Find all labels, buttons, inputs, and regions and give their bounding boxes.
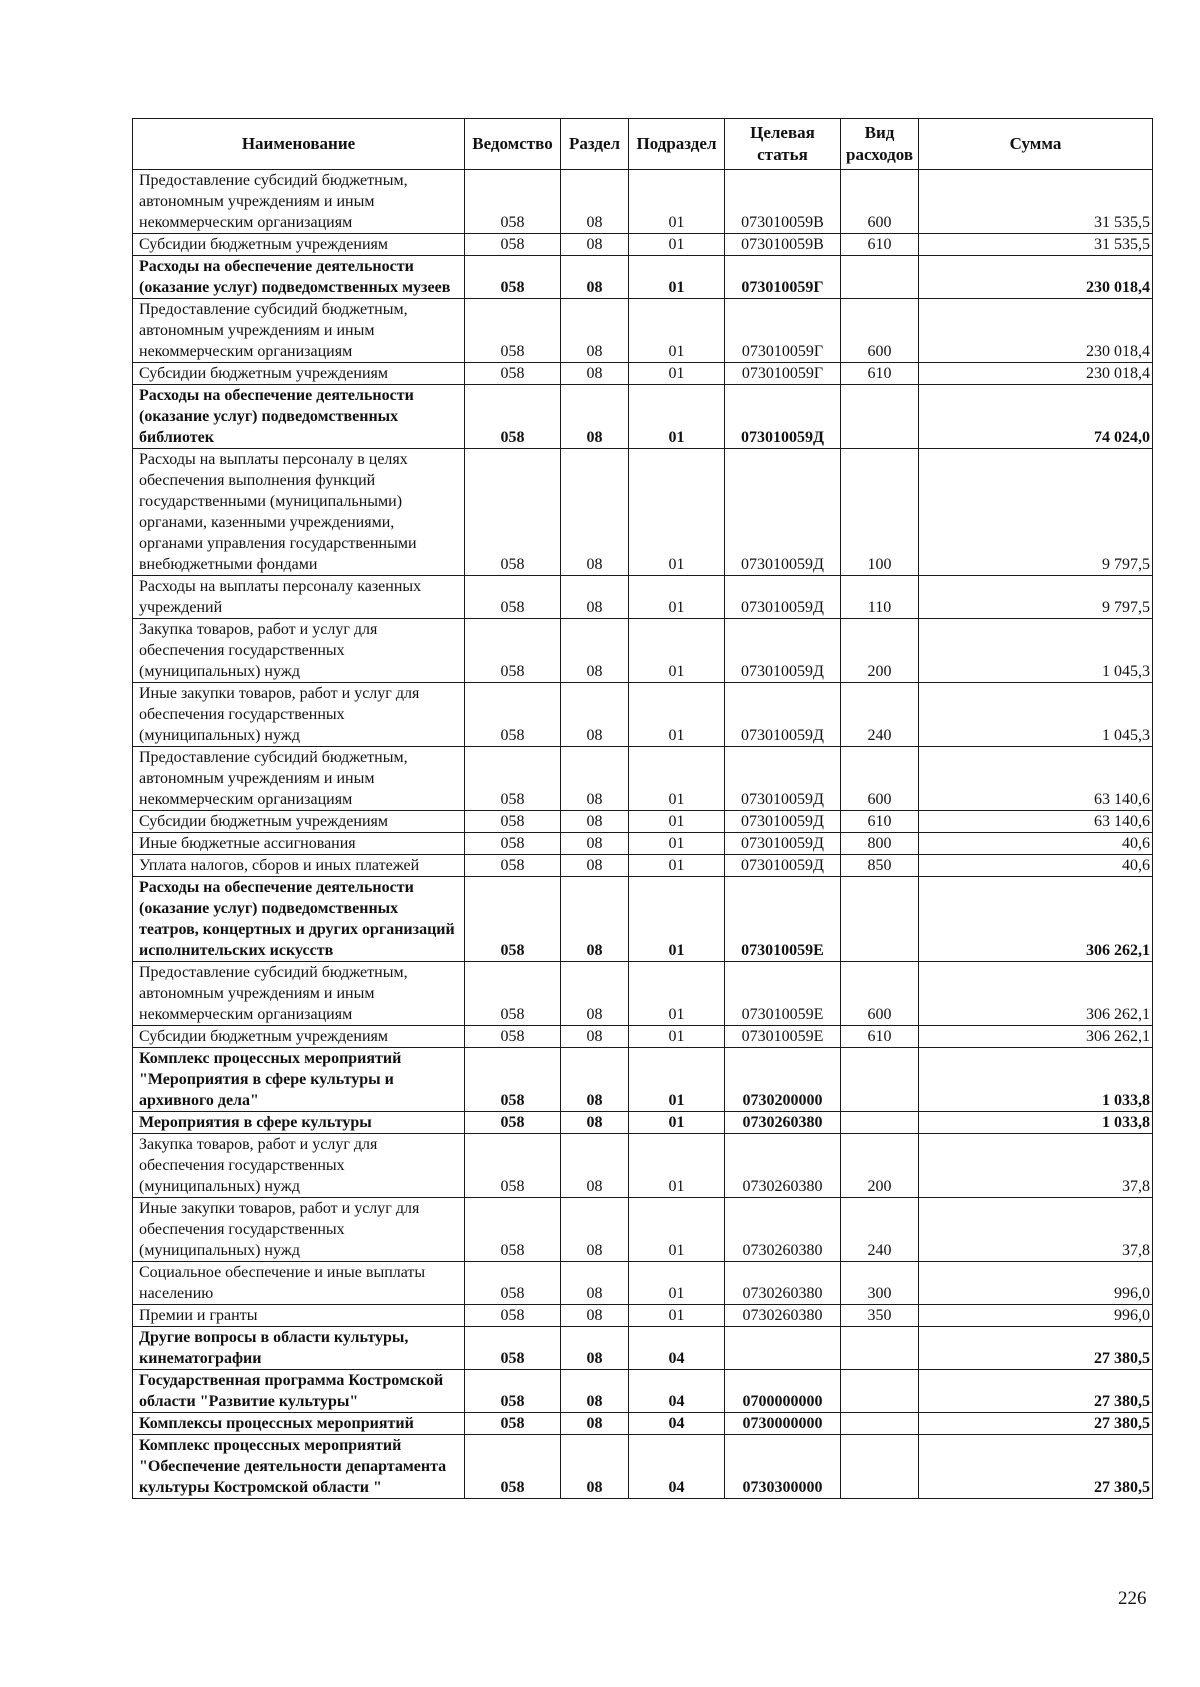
cell-vid: 240 [841,1198,919,1262]
cell-name: Предоставление субсидий бюджетным, автономным учреждениям и иным некоммерческим организациям [133,299,465,363]
cell-vid: 610 [841,1026,919,1048]
cell-target: 073010059Е [725,962,841,1026]
cell-sum: 1 033,8 [919,1048,1153,1112]
cell-vedomstvo: 058 [465,877,561,962]
cell-vedomstvo: 058 [465,256,561,299]
cell-name: Субсидии бюджетным учреждениям [133,811,465,833]
cell-podrazdel: 01 [629,833,725,855]
cell-podrazdel: 01 [629,256,725,299]
cell-vedomstvo: 058 [465,234,561,256]
cell-vedomstvo: 058 [465,1435,561,1499]
cell-vedomstvo: 058 [465,962,561,1026]
cell-target: 073010059Д [725,449,841,576]
cell-podrazdel: 01 [629,1112,725,1134]
cell-name: Комплекс процессных мероприятий "Мероприятия в сфере культуры и архивного дела" [133,1048,465,1112]
cell-vid: 110 [841,576,919,619]
cell-target: 0730000000 [725,1413,841,1435]
cell-target: 073010059Д [725,747,841,811]
cell-vedomstvo: 058 [465,811,561,833]
cell-vedomstvo: 058 [465,833,561,855]
table-row [133,1327,1153,1370]
cell-razdel: 08 [561,1134,629,1198]
cell-vid: 300 [841,1262,919,1305]
table-row [133,747,1153,811]
cell-vedomstvo: 058 [465,683,561,747]
cell-razdel: 08 [561,1112,629,1134]
cell-sum: 27 380,5 [919,1327,1153,1370]
cell-vid [841,1112,919,1134]
cell-vid: 200 [841,619,919,683]
cell-podrazdel: 04 [629,1413,725,1435]
cell-vid [841,256,919,299]
cell-sum: 230 018,4 [919,299,1153,363]
cell-podrazdel: 01 [629,576,725,619]
cell-sum: 306 262,1 [919,962,1153,1026]
cell-razdel: 08 [561,1435,629,1499]
cell-vid: 240 [841,683,919,747]
cell-name: Другие вопросы в области культуры, кинематографии [133,1327,465,1370]
cell-vid [841,1327,919,1370]
cell-vedomstvo: 058 [465,747,561,811]
table-row [133,1134,1153,1198]
cell-target: 073010059В [725,234,841,256]
cell-vid: 610 [841,363,919,385]
table-row [133,299,1153,363]
cell-podrazdel: 01 [629,1198,725,1262]
cell-podrazdel: 01 [629,385,725,449]
cell-name: Предоставление субсидий бюджетным, автономным учреждениям и иным некоммерческим организациям [133,747,465,811]
cell-vedomstvo: 058 [465,385,561,449]
cell-name: Государственная программа Костромской области "Развитие культуры" [133,1370,465,1413]
cell-target [725,1327,841,1370]
cell-target: 073010059Е [725,1026,841,1048]
cell-sum: 9 797,5 [919,449,1153,576]
cell-razdel: 08 [561,833,629,855]
table-row [133,1112,1153,1134]
header-row [133,119,1153,170]
cell-sum: 40,6 [919,855,1153,877]
cell-name: Уплата налогов, сборов и иных платежей [133,855,465,877]
cell-razdel: 08 [561,170,629,234]
table-row [133,833,1153,855]
cell-sum: 230 018,4 [919,363,1153,385]
cell-name: Премии и гранты [133,1305,465,1327]
cell-razdel: 08 [561,449,629,576]
cell-name: Иные закупки товаров, работ и услуг для обеспечения государственных (муниципальных) нужд [133,683,465,747]
cell-vid: 600 [841,170,919,234]
cell-name: Комплекс процессных мероприятий "Обеспечение деятельности департамента культуры Костромской области " [133,1435,465,1499]
cell-razdel: 08 [561,1026,629,1048]
cell-vedomstvo: 058 [465,855,561,877]
cell-target: 073010059Г [725,299,841,363]
table-row [133,385,1153,449]
table-row [133,1305,1153,1327]
cell-vid: 200 [841,1134,919,1198]
cell-podrazdel: 01 [629,1305,725,1327]
cell-razdel: 08 [561,1048,629,1112]
cell-sum: 1 045,3 [919,619,1153,683]
cell-sum: 37,8 [919,1134,1153,1198]
table-row [133,855,1153,877]
cell-razdel: 08 [561,683,629,747]
cell-vid [841,1370,919,1413]
cell-sum: 230 018,4 [919,256,1153,299]
cell-podrazdel: 01 [629,962,725,1026]
cell-razdel: 08 [561,747,629,811]
cell-vid: 610 [841,811,919,833]
cell-sum: 31 535,5 [919,170,1153,234]
cell-razdel: 08 [561,299,629,363]
cell-podrazdel: 04 [629,1370,725,1413]
cell-razdel: 08 [561,576,629,619]
cell-podrazdel: 01 [629,1026,725,1048]
header-vedomstvo: Ведомство [465,119,561,170]
cell-vid [841,1435,919,1499]
cell-target: 0700000000 [725,1370,841,1413]
cell-name: Мероприятия в сфере культуры [133,1112,465,1134]
cell-name: Расходы на выплаты персоналу в целях обеспечения выполнения функций государственными (муниципальными) органами, казенными учреждениями, органами управления государственными внебюджетными фондами [133,449,465,576]
header-vid: Вид расходов [841,119,919,170]
table-row [133,1370,1153,1413]
cell-razdel: 08 [561,1413,629,1435]
table-row [133,363,1153,385]
cell-podrazdel: 01 [629,299,725,363]
cell-sum: 996,0 [919,1305,1153,1327]
cell-target: 073010059Г [725,363,841,385]
cell-target: 073010059Д [725,619,841,683]
cell-vid [841,877,919,962]
cell-name: Субсидии бюджетным учреждениям [133,234,465,256]
table-row [133,1435,1153,1499]
cell-vedomstvo: 058 [465,1134,561,1198]
table-row [133,811,1153,833]
cell-vid: 100 [841,449,919,576]
cell-target: 0730200000 [725,1048,841,1112]
cell-podrazdel: 01 [629,811,725,833]
cell-target: 0730300000 [725,1435,841,1499]
cell-vedomstvo: 058 [465,1327,561,1370]
table-row [133,1262,1153,1305]
cell-razdel: 08 [561,234,629,256]
cell-vedomstvo: 058 [465,619,561,683]
page-number: 226 [1118,1588,1147,1609]
cell-sum: 996,0 [919,1262,1153,1305]
cell-sum: 63 140,6 [919,747,1153,811]
cell-razdel: 08 [561,811,629,833]
cell-target: 073010059Е [725,877,841,962]
cell-razdel: 08 [561,256,629,299]
cell-sum: 63 140,6 [919,811,1153,833]
cell-razdel: 08 [561,1370,629,1413]
cell-vid: 600 [841,747,919,811]
cell-name: Предоставление субсидий бюджетным, автономным учреждениям и иным некоммерческим организациям [133,170,465,234]
header-podrazdel: Подраздел [629,119,725,170]
cell-podrazdel: 01 [629,683,725,747]
cell-podrazdel: 01 [629,747,725,811]
cell-podrazdel: 04 [629,1327,725,1370]
header-razdel: Раздел [561,119,629,170]
cell-target: 0730260380 [725,1305,841,1327]
cell-vedomstvo: 058 [465,1048,561,1112]
cell-razdel: 08 [561,385,629,449]
cell-sum: 27 380,5 [919,1413,1153,1435]
cell-vedomstvo: 058 [465,170,561,234]
cell-razdel: 08 [561,962,629,1026]
cell-vedomstvo: 058 [465,1198,561,1262]
cell-sum: 31 535,5 [919,234,1153,256]
cell-razdel: 08 [561,619,629,683]
cell-sum: 37,8 [919,1198,1153,1262]
cell-target: 073010059В [725,170,841,234]
table-row [133,683,1153,747]
table-row [133,234,1153,256]
cell-vedomstvo: 058 [465,1026,561,1048]
cell-sum: 27 380,5 [919,1435,1153,1499]
cell-name: Закупка товаров, работ и услуг для обеспечения государственных (муниципальных) нужд [133,1134,465,1198]
table-row [133,619,1153,683]
cell-vid: 850 [841,855,919,877]
cell-target: 073010059Д [725,833,841,855]
table-row [133,1413,1153,1435]
cell-target: 073010059Д [725,385,841,449]
cell-vedomstvo: 058 [465,1413,561,1435]
cell-vedomstvo: 058 [465,1370,561,1413]
cell-podrazdel: 01 [629,855,725,877]
cell-name: Иные бюджетные ассигнования [133,833,465,855]
cell-razdel: 08 [561,877,629,962]
cell-razdel: 08 [561,1305,629,1327]
cell-name: Расходы на обеспечение деятельности (оказание услуг) подведомственных библиотек [133,385,465,449]
table-row [133,962,1153,1026]
cell-podrazdel: 01 [629,363,725,385]
cell-vedomstvo: 058 [465,449,561,576]
table-row [133,1048,1153,1112]
cell-razdel: 08 [561,855,629,877]
table-row [133,1198,1153,1262]
cell-target: 0730260380 [725,1198,841,1262]
cell-target: 0730260380 [725,1134,841,1198]
cell-name: Социальное обеспечение и иные выплаты населению [133,1262,465,1305]
table-row [133,256,1153,299]
cell-target: 073010059Д [725,855,841,877]
cell-sum: 40,6 [919,833,1153,855]
cell-podrazdel: 01 [629,1262,725,1305]
cell-vid: 350 [841,1305,919,1327]
cell-vid [841,385,919,449]
cell-target: 073010059Д [725,811,841,833]
cell-podrazdel: 01 [629,877,725,962]
cell-target: 073010059Д [725,576,841,619]
table-row [133,877,1153,962]
table-row [133,1026,1153,1048]
cell-vedomstvo: 058 [465,299,561,363]
header-target: Целевая статья [725,119,841,170]
cell-podrazdel: 01 [629,449,725,576]
cell-name: Субсидии бюджетным учреждениям [133,1026,465,1048]
cell-podrazdel: 01 [629,1134,725,1198]
cell-vid [841,1413,919,1435]
cell-name: Расходы на обеспечение деятельности (оказание услуг) подведомственных музеев [133,256,465,299]
cell-target: 073010059Г [725,256,841,299]
cell-razdel: 08 [561,1198,629,1262]
cell-vid: 800 [841,833,919,855]
header-name: Наименование [133,119,465,170]
cell-vid: 610 [841,234,919,256]
cell-podrazdel: 01 [629,234,725,256]
cell-vedomstvo: 058 [465,363,561,385]
header-sum: Сумма [919,119,1153,170]
cell-podrazdel: 04 [629,1435,725,1499]
budget-table [132,118,1153,1499]
cell-target: 073010059Д [725,683,841,747]
cell-name: Расходы на обеспечение деятельности (оказание услуг) подведомственных театров, концертных и других организаций исполнительских искусств [133,877,465,962]
cell-sum: 306 262,1 [919,877,1153,962]
cell-vedomstvo: 058 [465,576,561,619]
cell-sum: 306 262,1 [919,1026,1153,1048]
cell-vid: 600 [841,962,919,1026]
table-row [133,576,1153,619]
cell-vid [841,1048,919,1112]
cell-name: Иные закупки товаров, работ и услуг для обеспечения государственных (муниципальных) нужд [133,1198,465,1262]
cell-razdel: 08 [561,363,629,385]
table-row [133,170,1153,234]
cell-target: 0730260380 [725,1262,841,1305]
cell-razdel: 08 [561,1327,629,1370]
cell-podrazdel: 01 [629,1048,725,1112]
cell-vedomstvo: 058 [465,1262,561,1305]
table-body [133,170,1153,1499]
cell-vedomstvo: 058 [465,1305,561,1327]
cell-name: Субсидии бюджетным учреждениям [133,363,465,385]
cell-name: Закупка товаров, работ и услуг для обеспечения государственных (муниципальных) нужд [133,619,465,683]
cell-target: 0730260380 [725,1112,841,1134]
cell-sum: 1 033,8 [919,1112,1153,1134]
table-row [133,449,1153,576]
cell-sum: 9 797,5 [919,576,1153,619]
cell-sum: 74 024,0 [919,385,1153,449]
cell-name: Комплексы процессных мероприятий [133,1413,465,1435]
cell-vid: 600 [841,299,919,363]
cell-razdel: 08 [561,1262,629,1305]
cell-podrazdel: 01 [629,170,725,234]
cell-name: Предоставление субсидий бюджетным, автономным учреждениям и иным некоммерческим организациям [133,962,465,1026]
cell-sum: 1 045,3 [919,683,1153,747]
cell-vedomstvo: 058 [465,1112,561,1134]
cell-sum: 27 380,5 [919,1370,1153,1413]
cell-name: Расходы на выплаты персоналу казенных учреждений [133,576,465,619]
cell-podrazdel: 01 [629,619,725,683]
